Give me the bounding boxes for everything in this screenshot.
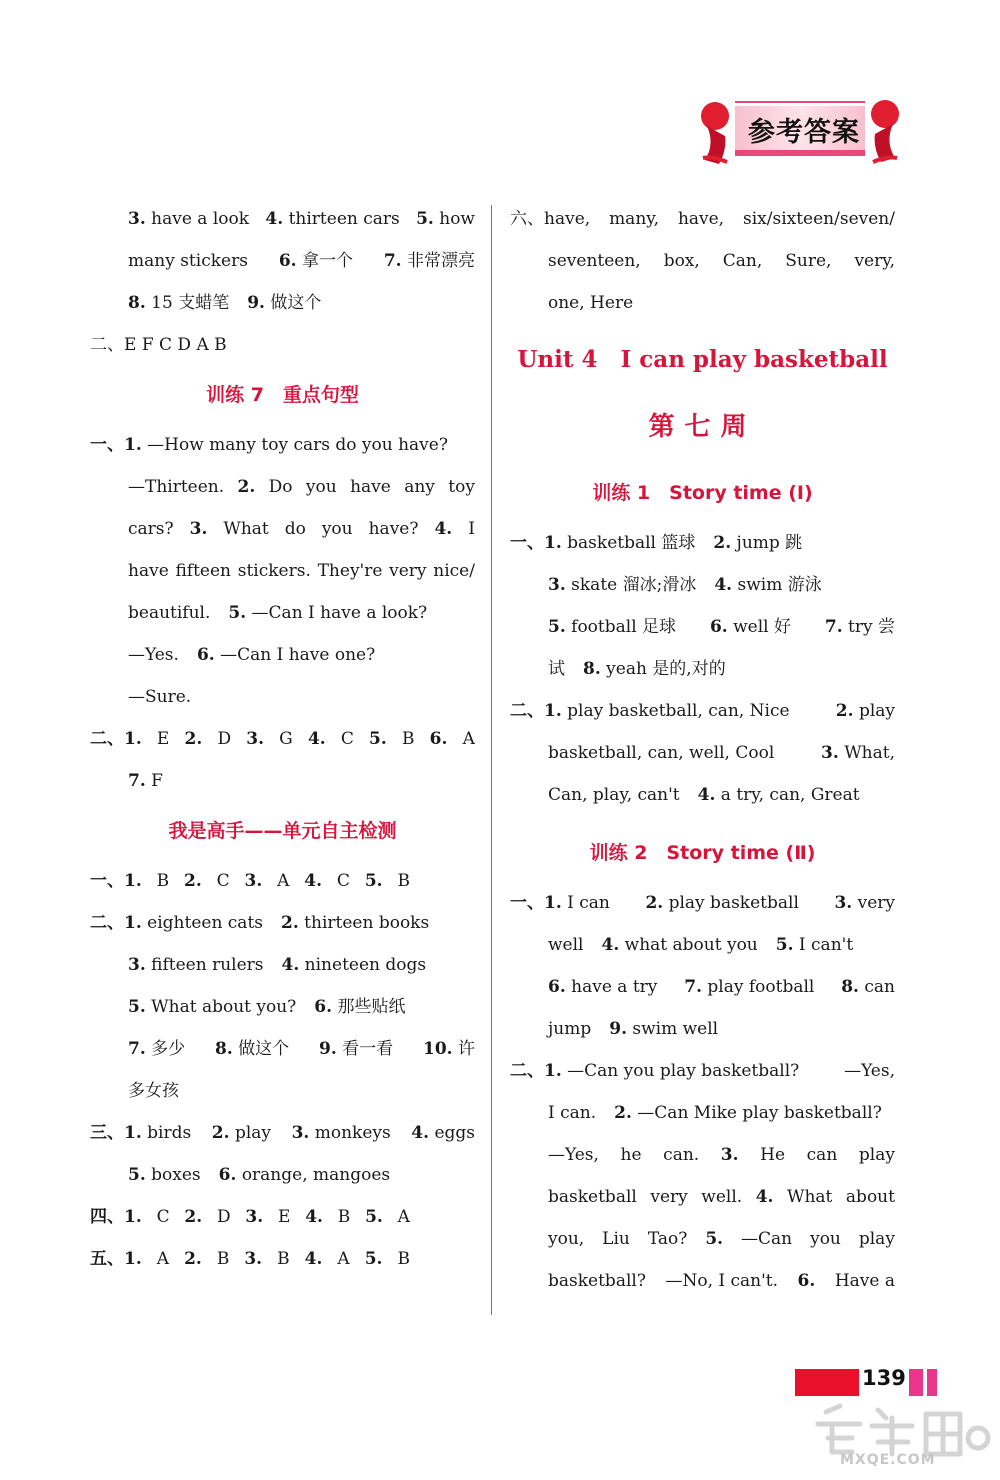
answer-text: What,	[844, 743, 895, 763]
item-number: 二、1.	[90, 729, 142, 749]
answer-text: very,	[854, 251, 895, 271]
answer-text: What	[223, 519, 269, 539]
answer-text: box,	[663, 251, 700, 271]
answer-text: 多少	[151, 1039, 186, 1059]
answer-text: 看一看	[342, 1039, 394, 1059]
item-number: 7.	[684, 977, 703, 997]
item-number: 5.	[128, 1165, 146, 1185]
answer-text: can.	[663, 1145, 700, 1165]
item-number: 3.	[834, 893, 853, 913]
item-number: 4.	[307, 729, 326, 749]
item-number: 2.	[184, 1249, 202, 1269]
answer-text: boxes	[151, 1165, 201, 1185]
answer-text: A	[156, 1249, 170, 1269]
item-number: 二、1.	[510, 701, 562, 721]
answer-text: very	[857, 893, 895, 913]
page-number-bar	[795, 1369, 859, 1396]
page-number: 139	[862, 1366, 906, 1390]
answer-line	[510, 1092, 895, 1134]
answer-text: do	[284, 519, 306, 539]
item-number: 2.	[184, 1207, 203, 1227]
item-number: 2.	[184, 871, 202, 891]
item-number: 3.	[245, 1207, 264, 1227]
answer-text: you	[305, 477, 337, 497]
answer-text: B	[397, 1249, 410, 1269]
answer-line	[510, 966, 895, 1008]
answer-text: well 好	[733, 617, 791, 637]
answer-text: —Can I have one?	[220, 645, 376, 665]
answer-text: Have a	[834, 1271, 895, 1291]
section-heading: 训练 2 Story time (Ⅱ)	[589, 842, 816, 864]
item-number: 2.	[614, 1103, 632, 1123]
answer-text: have	[350, 477, 391, 497]
item-number: 四、1.	[90, 1207, 142, 1227]
answer-line	[510, 522, 895, 564]
item-number: 4.	[697, 785, 716, 805]
answer-line	[90, 944, 475, 986]
answer-text: swim 游泳	[737, 575, 822, 595]
answer-text: jump	[548, 1019, 592, 1039]
answer-text: —Yes.	[128, 645, 179, 665]
answer-text: birds	[147, 1123, 192, 1143]
item-number: 4.	[281, 955, 300, 975]
answer-text: 做这个	[270, 293, 322, 313]
answer-text: toy	[448, 477, 475, 497]
answer-text: many stickers	[128, 251, 248, 271]
section-heading: 训练 7 重点句型	[206, 384, 359, 406]
answer-line	[510, 240, 895, 282]
answer-text: B	[397, 871, 410, 891]
item-number: 2.	[281, 913, 299, 933]
answer-text: well.	[701, 1187, 743, 1207]
answer-text: cars?	[128, 519, 174, 539]
answer-text: thirteen books	[304, 913, 430, 933]
answer-text: you,	[548, 1229, 585, 1249]
item-number: 6.	[196, 645, 215, 665]
left-column	[90, 198, 475, 1280]
answer-text: —Yes,	[844, 1061, 895, 1081]
answer-text: orange, mangoes	[241, 1165, 391, 1185]
item-number: 3.	[548, 575, 566, 595]
item-number: 7.	[128, 1039, 146, 1059]
answer-text: They're	[317, 561, 383, 581]
answer-text: —Yes,	[548, 1145, 599, 1165]
answer-line	[510, 690, 895, 732]
item-number: 2.	[211, 1123, 230, 1143]
answer-line	[510, 1176, 895, 1218]
answer-text: B	[216, 1249, 230, 1269]
answer-text: C	[216, 871, 230, 891]
answer-line	[90, 1238, 410, 1280]
answer-line	[510, 882, 895, 924]
answer-text: six/sixteen/seven/	[743, 209, 895, 229]
item-number: 三、1.	[90, 1123, 142, 1143]
answer-text: C	[340, 729, 354, 749]
answer-text: I can	[567, 893, 610, 913]
answer-text: A	[397, 1207, 410, 1227]
answer-text: try 尝	[848, 617, 895, 637]
item-number: 5.	[128, 997, 146, 1017]
item-number: 3.	[128, 955, 146, 975]
answer-line	[90, 718, 475, 760]
item-number: 4.	[755, 1187, 774, 1207]
answer-text: 许	[457, 1039, 475, 1059]
item-number: 5.	[364, 871, 383, 891]
answer-text: monkeys	[314, 1123, 391, 1143]
item-number: 5.	[775, 935, 794, 955]
answer-text: fifteen	[175, 561, 232, 581]
answer-line	[510, 774, 895, 816]
answer-text: basketball 篮球	[567, 533, 696, 553]
item-number: 8.	[583, 659, 601, 679]
answer-line	[90, 592, 475, 634]
answer-text: 做这个	[238, 1039, 290, 1059]
answer-text: —No, I can't.	[665, 1271, 779, 1291]
item-number: 5.	[548, 617, 566, 637]
answer-text: Sure,	[785, 251, 832, 271]
answer-text: I can't	[798, 935, 854, 955]
item-number: 3.	[821, 743, 839, 763]
answer-text: Liu	[602, 1229, 630, 1249]
answer-text: I can.	[548, 1103, 597, 1123]
page-tab	[927, 1369, 937, 1396]
answer-line	[90, 424, 475, 466]
item-number: 4.	[265, 209, 284, 229]
answer-text: D	[216, 1207, 231, 1227]
answer-text: 非常漂亮	[406, 251, 475, 271]
header-title: 参考答案	[748, 117, 860, 148]
item-number: 7.	[383, 251, 402, 271]
item-number: 5.	[364, 1249, 383, 1269]
answer-text: —Thirteen.	[128, 477, 225, 497]
item-number: 一、1.	[510, 533, 562, 553]
answer-line	[510, 648, 895, 690]
answer-text: very	[650, 1187, 688, 1207]
answer-line	[90, 986, 475, 1028]
answer-text: play	[858, 1229, 895, 1249]
answer-line	[90, 466, 475, 508]
item-number: 5.	[369, 729, 387, 749]
answer-text: jump 跳	[736, 533, 803, 553]
answer-text: have a look	[151, 209, 250, 229]
answer-text: —How many toy cars do you have?	[147, 435, 448, 455]
answer-text: He	[760, 1145, 786, 1165]
section-heading: 训练 1 Story time (Ⅰ)	[592, 482, 813, 504]
answer-text: seventeen,	[548, 251, 641, 271]
answer-text: very	[389, 561, 427, 581]
answer-text: football 足球	[571, 617, 677, 637]
answer-text: nineteen dogs	[304, 955, 427, 975]
answer-text: can	[806, 1145, 838, 1165]
answer-line	[90, 508, 475, 550]
answer-line	[510, 606, 895, 648]
answer-text: about	[845, 1187, 895, 1207]
item-number: 二、1.	[510, 1061, 562, 1081]
item-number: 6.	[797, 1271, 816, 1291]
answer-text: 试	[548, 659, 565, 679]
item-number: 一、1.	[510, 893, 562, 913]
item-number: 5.	[228, 603, 247, 623]
answer-text: Can, play, can't	[548, 785, 680, 805]
week-title: 第七周	[648, 412, 757, 442]
answer-line	[510, 1008, 895, 1050]
answer-line	[510, 198, 895, 240]
right-column	[510, 198, 895, 1302]
answer-text: B	[156, 871, 170, 891]
item-number: 4.	[434, 519, 453, 539]
item-number: 2.	[645, 893, 664, 913]
answer-text: what about you	[624, 935, 758, 955]
answer-text: —Can I have a look?	[251, 603, 428, 623]
item-number: 7.	[824, 617, 843, 637]
answer-line	[90, 198, 475, 240]
item-number: 9.	[609, 1019, 627, 1039]
item-number: 5.	[705, 1229, 724, 1249]
answer-text: What about you?	[151, 997, 297, 1017]
answer-text: 15 支蜡笔	[151, 293, 230, 313]
answer-text: you	[810, 1229, 841, 1249]
item-number: 4.	[304, 1249, 323, 1269]
item-number: 6.	[548, 977, 566, 997]
answer-line	[510, 564, 895, 606]
answer-line	[510, 924, 895, 966]
answer-line	[510, 1260, 895, 1302]
answer-text: have,	[677, 209, 725, 229]
answer-text: A	[337, 1249, 350, 1269]
answer-text: G	[279, 729, 293, 749]
answer-text: skate 溜冰;滑冰	[571, 575, 697, 595]
item-number: 2.	[835, 701, 854, 721]
answer-text: eighteen cats	[147, 913, 264, 933]
answer-text: have?	[368, 519, 419, 539]
item-number: 4.	[305, 1207, 323, 1227]
answer-text: have	[128, 561, 169, 581]
section-heading: 我是高手——单元自主检测	[168, 820, 397, 842]
answer-text: —Can Mike play basketball?	[637, 1103, 882, 1123]
answer-text: stickers.	[237, 561, 311, 581]
answer-text: —Can you play basketball?	[567, 1061, 800, 1081]
answer-line	[510, 1050, 895, 1092]
answer-text: C	[156, 1207, 170, 1227]
answer-text: C	[336, 871, 350, 891]
answer-line	[90, 1154, 475, 1196]
answer-text: A	[277, 871, 290, 891]
item-number: 4.	[411, 1123, 430, 1143]
answer-line	[510, 1218, 895, 1260]
item-number: 5.	[416, 209, 434, 229]
answer-text: A	[462, 729, 475, 749]
answer-text: swim well	[632, 1019, 719, 1039]
answer-text: I	[468, 519, 475, 539]
item-number: 一、1.	[90, 871, 142, 891]
answer-line	[90, 860, 410, 902]
item-number: 3.	[244, 871, 263, 891]
item-number: 10.	[423, 1039, 453, 1059]
answer-text: well	[548, 935, 584, 955]
answer-text: play	[858, 1145, 895, 1165]
answer-line	[90, 240, 475, 282]
item-number: 3.	[246, 729, 264, 749]
answer-text: how	[439, 209, 475, 229]
answer-text: —Can	[741, 1229, 793, 1249]
answer-text: 拿一个	[301, 251, 353, 271]
answer-line: 二、E F C D A B	[90, 335, 227, 355]
item-number: 6.	[278, 251, 297, 271]
answer-text: B	[401, 729, 415, 749]
answer-line	[90, 902, 475, 944]
answer-text: nice/	[433, 561, 475, 581]
item-number: 2.	[237, 477, 256, 497]
answer-line	[90, 1112, 475, 1154]
answer-text: beautiful.	[128, 603, 211, 623]
item-number: 二、1.	[90, 913, 142, 933]
answer-text: D	[217, 729, 232, 749]
unit-title: Unit 4 I can play basketball	[517, 346, 888, 373]
column-divider	[491, 205, 492, 1315]
page-tab	[909, 1369, 923, 1396]
item-number: 3.	[244, 1249, 263, 1269]
item-number: 3.	[720, 1145, 739, 1165]
answer-line	[510, 1134, 895, 1176]
answer-text: play basketball, can, Nice	[567, 701, 790, 721]
answer-text: have a try	[571, 977, 658, 997]
answer-text: E	[156, 729, 170, 749]
answer-text: eggs	[434, 1123, 475, 1143]
item-number: 9.	[247, 293, 265, 313]
item-number: 8.	[841, 977, 859, 997]
answer-text: you	[321, 519, 353, 539]
item-number: 4.	[601, 935, 620, 955]
item-number: 6.	[709, 617, 728, 637]
answer-line: —Sure.	[128, 687, 192, 707]
item-number: 9.	[319, 1039, 337, 1059]
answer-text: E	[277, 1207, 291, 1227]
answer-text: thirteen cars	[288, 209, 400, 229]
item-number: 8.	[215, 1039, 233, 1059]
item-number: 8.	[128, 293, 146, 313]
answer-text: a try, can, Great	[720, 785, 860, 805]
answer-text: play football	[707, 977, 815, 997]
answer-line	[90, 1028, 475, 1070]
answer-text: basketball	[548, 1187, 637, 1207]
answer-text: any	[404, 477, 435, 497]
answer-text: What	[787, 1187, 833, 1207]
answer-line: 多女孩	[128, 1081, 179, 1101]
item-number: 7.	[128, 771, 146, 791]
item-number: 2.	[713, 533, 732, 553]
item-number: 6.	[218, 1165, 237, 1185]
item-number: 3.	[291, 1123, 310, 1143]
answer-line	[90, 550, 475, 592]
answer-text: play	[858, 701, 895, 721]
item-number: 6.	[429, 729, 448, 749]
item-number: 6.	[314, 997, 333, 1017]
answer-text: play	[234, 1123, 271, 1143]
answer-text: 那些贴纸	[337, 997, 406, 1017]
item-number: 4.	[714, 575, 733, 595]
answer-text: basketball, can, well, Cool	[548, 743, 775, 763]
item-number: 一、1.	[90, 435, 142, 455]
item-number: 5.	[365, 1207, 383, 1227]
answer-text: B	[277, 1249, 290, 1269]
item-number: 3.	[128, 209, 146, 229]
item-number: 3.	[189, 519, 208, 539]
item-number: 五、1.	[90, 1249, 142, 1269]
answer-text: play basketball	[668, 893, 799, 913]
answer-text: yeah 是的,对的	[606, 659, 726, 679]
answer-text: F	[151, 771, 163, 791]
answer-line	[90, 282, 475, 324]
answer-text: Tao?	[647, 1229, 688, 1249]
answer-text: many,	[609, 209, 660, 229]
item-number: 4.	[304, 871, 323, 891]
answer-text: he	[620, 1145, 642, 1165]
answer-text: Can,	[722, 251, 763, 271]
answer-line	[90, 634, 475, 676]
answer-text: can	[864, 977, 895, 997]
answer-line	[90, 760, 475, 802]
answer-text: basketball?	[548, 1271, 646, 1291]
answer-line	[510, 732, 895, 774]
answer-text: 六、have,	[510, 209, 591, 229]
answer-line	[90, 1196, 410, 1238]
answer-line: one, Here	[548, 293, 634, 313]
watermark-text: MXQE.COM	[840, 1452, 936, 1468]
item-number: 2.	[184, 729, 203, 749]
answer-text: B	[337, 1207, 351, 1227]
answer-text: fifteen rulers	[151, 955, 264, 975]
answer-text: Do	[268, 477, 293, 497]
